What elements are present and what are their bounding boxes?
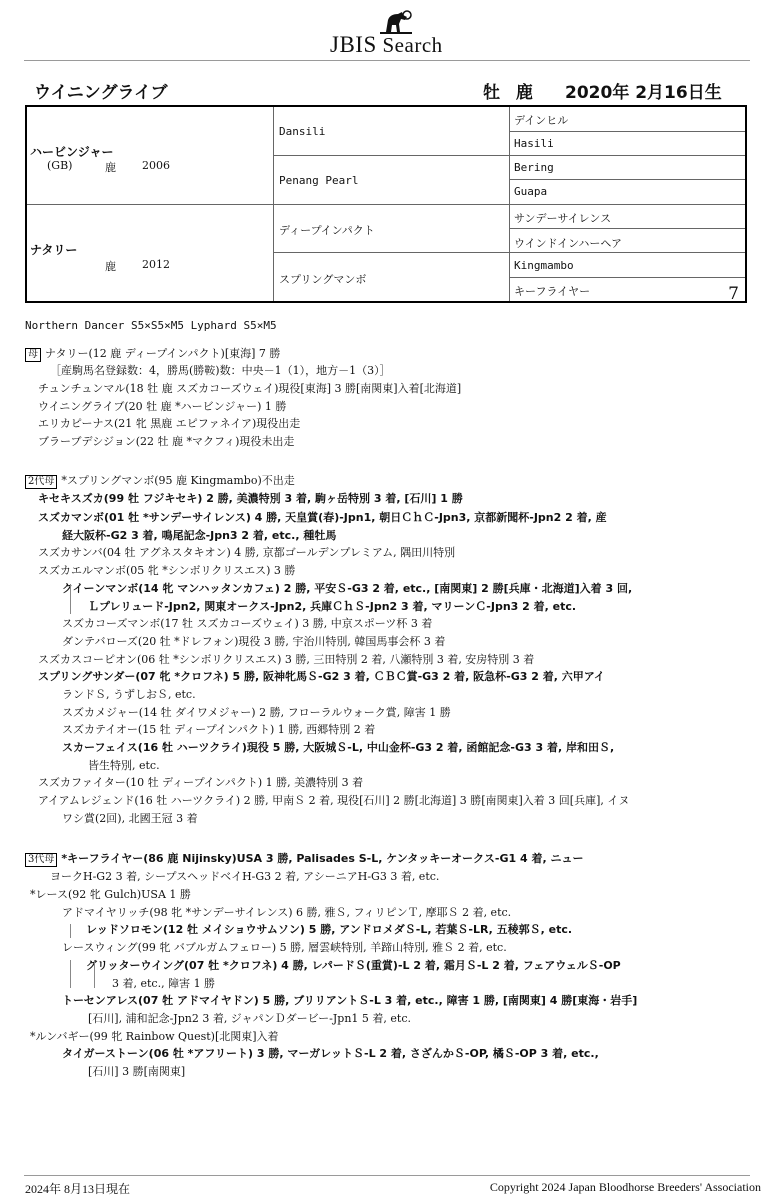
family-line: ウイニングライブ(20 牡 鹿 *ハービンジャー) 1 勝	[38, 400, 287, 413]
family-line: スズカマンボ(01 牡 *サンデーサイレンス) 4 勝, 天皇賞(春)-Jpn1, 朝日ＣｈＣ-Jpn3, 京都新聞杯-Jpn2 2 着, 産	[38, 511, 607, 524]
section-label: 母	[25, 348, 41, 362]
guide-line	[70, 924, 71, 938]
section-label: 2代母	[25, 475, 57, 489]
family-line: レースウィング(99 牝 バブルガムフェロー) 5 勝, 層雲峡特別, 羊蹄山特別, 雅Ｓ 2 着, etc.	[62, 941, 507, 954]
family-line: レッドソロモン(12 牡 メイショウサムソン) 5 勝, アンドロメダＳ-L, 若葉Ｓ-LR, 五稜郭Ｓ, etc.	[86, 923, 573, 936]
family-line: トーセンアレス(07 牡 アドマイヤドン) 5 勝, ブリリアントＳ-L 3 着, etc., 障害 1 勝, [南関東] 4 勝[東海・岩手]	[62, 994, 638, 1007]
pedigree-g2-4: スプリングマンボ	[279, 273, 367, 286]
pedigree-g3-8: キーフライヤー	[514, 285, 591, 298]
family-line: スプリングサンダー(07 牝 *クロフネ) 5 勝, 阪神牝馬Ｓ-G2 3 着, ＣＢＣ賞-G3 2 着, 阪急杯-G3 2 着, 六甲アイ	[38, 670, 605, 683]
family-line: 2代母 *スプリングマンボ(95 鹿 Kingmambo)不出走	[25, 474, 295, 489]
footer-date: 2024年 8月13日現在	[25, 1182, 131, 1196]
family-line: スズカエルマンボ(05 牝 *シンボリクリスエス) 3 勝	[38, 564, 296, 577]
pedigree-g3-2: Hasili	[514, 137, 554, 150]
family-line: スズカメジャー(14 牡 ダイワメジャー) 2 勝, フローラルウォーク賞, 障害 1 勝	[62, 706, 451, 719]
pedigree-table	[25, 105, 747, 303]
family-line: 母 ナタリー(12 鹿 ディープインパクト)[東海] 7 勝	[25, 347, 280, 362]
family-line: 経大阪杯-G2 3 着, 鳴尾記念-Jpn3 2 着, etc., 種牡馬	[62, 529, 337, 542]
family-line: 3代母 *キーフライヤー(86 鹿 Nijinsky)USA 3 勝, Palisades S-L, ケンタッキーオークス-G1 4 着, ニュー	[25, 852, 584, 867]
logo-brand: JBIS	[330, 32, 377, 57]
family-line: チュンチュンマル(18 牡 鹿 スズカコーズウェイ)現役[東海] 3 勝[南関東]入着[北海道]	[38, 382, 462, 395]
family-line: ワシ賞(2回), 北國王冠 3 着	[62, 812, 198, 825]
family-line: キセキスズカ(99 牡 フジキセキ) 2 勝, 美濃特別 3 着, 駒ヶ岳特別 3 着, [石川] 1 勝	[38, 492, 463, 505]
pedigree-g3-3: Bering	[514, 161, 554, 174]
sire-name: ハービンジャー	[30, 145, 114, 159]
family-line: エリカピーナス(21 牝 黒鹿 エピファネイア)現役出走	[38, 417, 301, 430]
family-line: スズカファイター(10 牡 ディープインパクト) 1 勝, 美濃特別 3 着	[38, 776, 364, 789]
guide-line	[94, 960, 95, 988]
family-line: ［産駒馬名登録数：4，勝馬(勝鞍)数：中央－1（1），地方－1（3）］	[50, 364, 391, 377]
family-line: グリッターウイング(07 牡 *クロフネ) 4 勝, レパードＳ(重賞)-L 2 着, 霜月Ｓ-L 2 着, フェアウェルＳ-OP	[86, 959, 621, 972]
family-line: Ｌプレリュード-Jpn2, 関東オークス-Jpn2, 兵庫ＣｈＳ-Jpn2 3 着, マリーンＣ-Jpn3 2 着, etc.	[88, 600, 577, 613]
dam-color: 鹿	[105, 260, 116, 273]
pedigree-g3-1: デインヒル	[514, 114, 569, 127]
section-label: 3代母	[25, 853, 57, 867]
family-line: [石川], 浦和記念-Jpn2 3 着, ジャパンＤダービー-Jpn1 5 着, etc.	[88, 1012, 411, 1025]
pedigree-g2-2: Penang Pearl	[279, 174, 359, 187]
pedigree-g2-1: Dansili	[279, 125, 326, 138]
header-rule	[24, 60, 750, 61]
horse-birthdate: 2020年 2月16日生	[565, 83, 722, 103]
family-line: ランドＳ, うずしおＳ, etc.	[62, 688, 196, 701]
pedigree-g2-3: ディープインパクト	[279, 224, 375, 237]
family-line: スズカスコーピオン(06 牡 *シンボリクリスエス) 3 勝, 三田特別 2 着, 八瀬特別 3 着, 安房特別 3 着	[38, 653, 535, 666]
family-number: 7	[728, 284, 739, 304]
family-line: アイアムレジェンド(16 牡 ハーツクライ) 2 勝, 甲南Ｓ 2 着, 現役[石川] 2 勝[北海道] 3 勝[南関東]入着 3 回[兵庫], イヌ	[38, 794, 630, 807]
pedigree-g3-6: ウインドインハーヘア	[514, 237, 623, 250]
family-line: [石川] 3 勝[南関東]	[88, 1065, 186, 1078]
pedigree-g3-7: Kingmambo	[514, 259, 574, 272]
footer-copyright: Copyright 2024 Japan Bloodhorse Breeders' Association	[489, 1180, 761, 1194]
family-line: アドマイヤリッチ(98 牝 *サンデーサイレンス) 6 勝, 雅Ｓ, フィリピンＴ, 摩耶Ｓ 2 着, etc.	[62, 906, 512, 919]
guide-line	[70, 584, 71, 614]
footer-rule	[24, 1175, 750, 1176]
horse-sex-color: 牡 鹿	[483, 83, 533, 103]
pedigree-g3-4: Guapa	[514, 185, 548, 198]
family-line: ブラーブデシジョン(22 牡 鹿 *マクフィ)現役未出走	[38, 435, 295, 448]
family-line: 3 着, etc., 障害 1 勝	[112, 977, 216, 990]
family-line: ヨークH-G2 3 着, シープスヘッドベイH-G3 2 着, アシーニアH-G3 3 着, etc.	[50, 870, 440, 883]
family-line: スズカテイオー(15 牡 ディープインパクト) 1 勝, 西郷特別 2 着	[62, 723, 376, 736]
family-line: *ルンバギー(99 牝 Rainbow Quest)[北関東]入着	[30, 1030, 279, 1043]
dam-year: 2012	[142, 258, 170, 271]
dam-name: ナタリー	[30, 243, 78, 257]
family-line: *レース(92 牝 Gulch)USA 1 勝	[30, 888, 191, 901]
logo-sub: Search	[382, 33, 443, 57]
horse-name: ウイニングライブ	[34, 83, 168, 103]
sire-color: 鹿	[105, 161, 116, 174]
jbis-logo	[330, 10, 470, 57]
family-line: スカーフェイス(16 牡 ハーツクライ)現役 5 勝, 大阪城Ｓ-L, 中山金杯-G3 2 着, 函館記念-G3 3 着, 岸和田Ｓ,	[62, 741, 615, 754]
family-line: 皆生特別, etc.	[88, 759, 160, 772]
family-line: スズカコーズマンボ(17 牡 スズカコーズウェイ) 3 勝, 中京スポーツ杯 3 着	[62, 617, 433, 630]
sire-year: 2006	[142, 159, 170, 172]
sire-country: (GB)	[47, 159, 73, 172]
family-line: スズカサンバ(04 牡 アグネスタキオン) 4 勝, 京都ゴールデンプレミアム, 隅田川特別	[38, 546, 456, 559]
inbreeding-line: Northern Dancer S5×S5×M5 Lyphard S5×M5	[25, 319, 277, 332]
family-line: クイーンマンボ(14 牝 マンハッタンカフェ) 2 勝, 平安Ｓ-G3 2 着, etc., [南関東] 2 勝[兵庫・北海道]入着 3 回,	[62, 582, 633, 595]
family-line: タイガーストーン(06 牡 *アフリート) 3 勝, マーガレットＳ-L 2 着, さざんかＳ-OP, 橘Ｓ-OP 3 着, etc.,	[62, 1047, 599, 1060]
guide-line	[70, 960, 71, 988]
pedigree-g3-5: サンデーサイレンス	[514, 212, 612, 225]
family-line: ダンテバローズ(20 牡 *ドレフォン)現役 3 勝, 宇治川特別, 韓国馬事会杯 3 着	[62, 635, 446, 648]
